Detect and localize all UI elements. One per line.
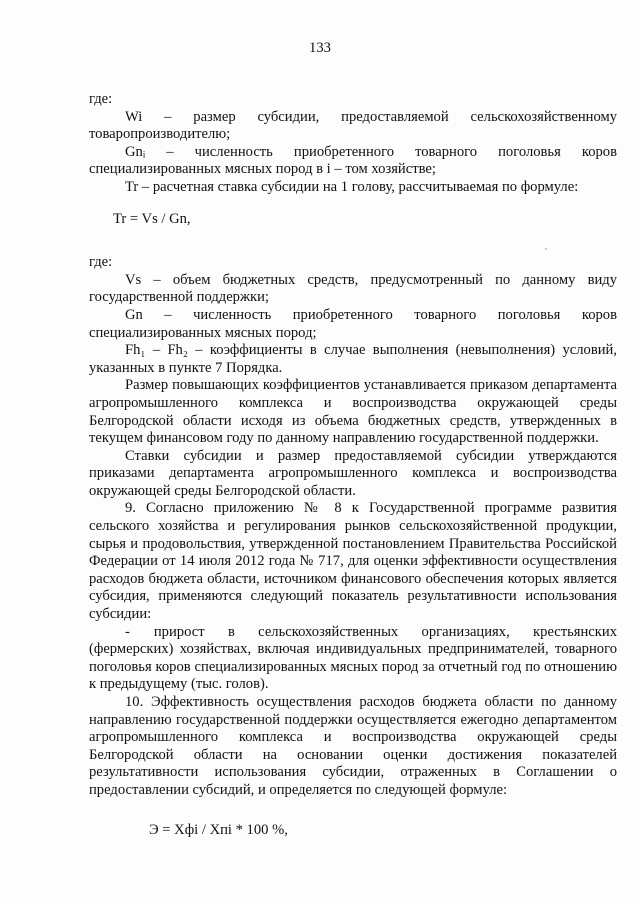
- bullet-item: [89, 624, 617, 694]
- where-label-1: где:: [89, 91, 113, 107]
- paragraph-10: 10. Эффективность осуществления расходов бюджета области по данному направлению государственной поддержки осуществляется ежегодно департаментом агропромышленного комплекса и воспроизводства окружающей среды Белгородской области на основании оценки достижения показателей результативности использования субсидии, отраженных в Соглашении о предоставлении субсидий, и определяется по следующей формуле:: [89, 694, 617, 798]
- bullet-text: прирост в сельскохозяйственных организациях, крестьянских (фермерских) хозяйствах, включая индивидуальных предпринимателей, товарного поголовья коров специализированных мясных пород за отчетный год по отношению к предыдущему (тыс. голов).: [89, 623, 617, 693]
- definition-wi: Wi – размер субсидии, предоставляемой сельскохозяйственному товаропроизводителю;: [89, 108, 617, 143]
- bullet-dash: -: [125, 623, 130, 640]
- where-label-2: где:: [89, 254, 113, 271]
- paragraph-9: 9. Согласно приложению № 8 к Государственной программе развития сельского хозяйства и регулирования рынков сельскохозяйственной продукции, сырья и продовольствия, утвержденной постановлением Правительства Российской Федерации от 14 июля 2012 года № 717, для оценки эффективности осуществления расходов бюджета области, источником финансового обеспечения которых является субсидия, применяются следующий показатель результативности использования субсидии:: [89, 500, 617, 623]
- document-body: [89, 91, 617, 839]
- definition-vs: Vs – объем бюджетных средств, предусмотренный по данному виду государственной поддержки;: [89, 271, 617, 306]
- definition-gn: Gn – численность приобретенного товарного поголовья коров специализированных мясных пород;: [89, 306, 617, 341]
- formula-tr: Tr = Vs / Gn,: [113, 210, 191, 227]
- formula-efficiency: Э = Xфi / Xпi * 100 %,: [149, 821, 288, 838]
- page-number: 133: [309, 40, 331, 56]
- definition-tr: Tr – расчетная ставка субсидии на 1 голову, рассчитываемая по формуле:: [125, 178, 579, 195]
- definition-fh: Fh₁ – Fh₂ – коэффициенты в случае выполнения (невыполнения) условий, указанных в пункте 7 Порядка.: [89, 342, 617, 376]
- definition-gni: Gnᵢ – численность приобретенного товарного поголовья коров специализированных мясных пород в i – том хозяйстве;: [89, 143, 617, 178]
- paragraph-coefficients: Размер повышающих коэффициентов устанавливается приказом департамента агропромышленного комплекса и воспроизводства окружающей среды Белгородской области исходя из объема бюджетных средств, утвержденных в текущем финансовом году по данному направлению государственной поддержки.: [89, 377, 617, 447]
- paragraph-rates: Ставки субсидии и размер предоставляемой субсидии утверждаются приказами департамента агропромышленного комплекса и воспроизводства окружающей среды Белгородской области.: [89, 447, 617, 499]
